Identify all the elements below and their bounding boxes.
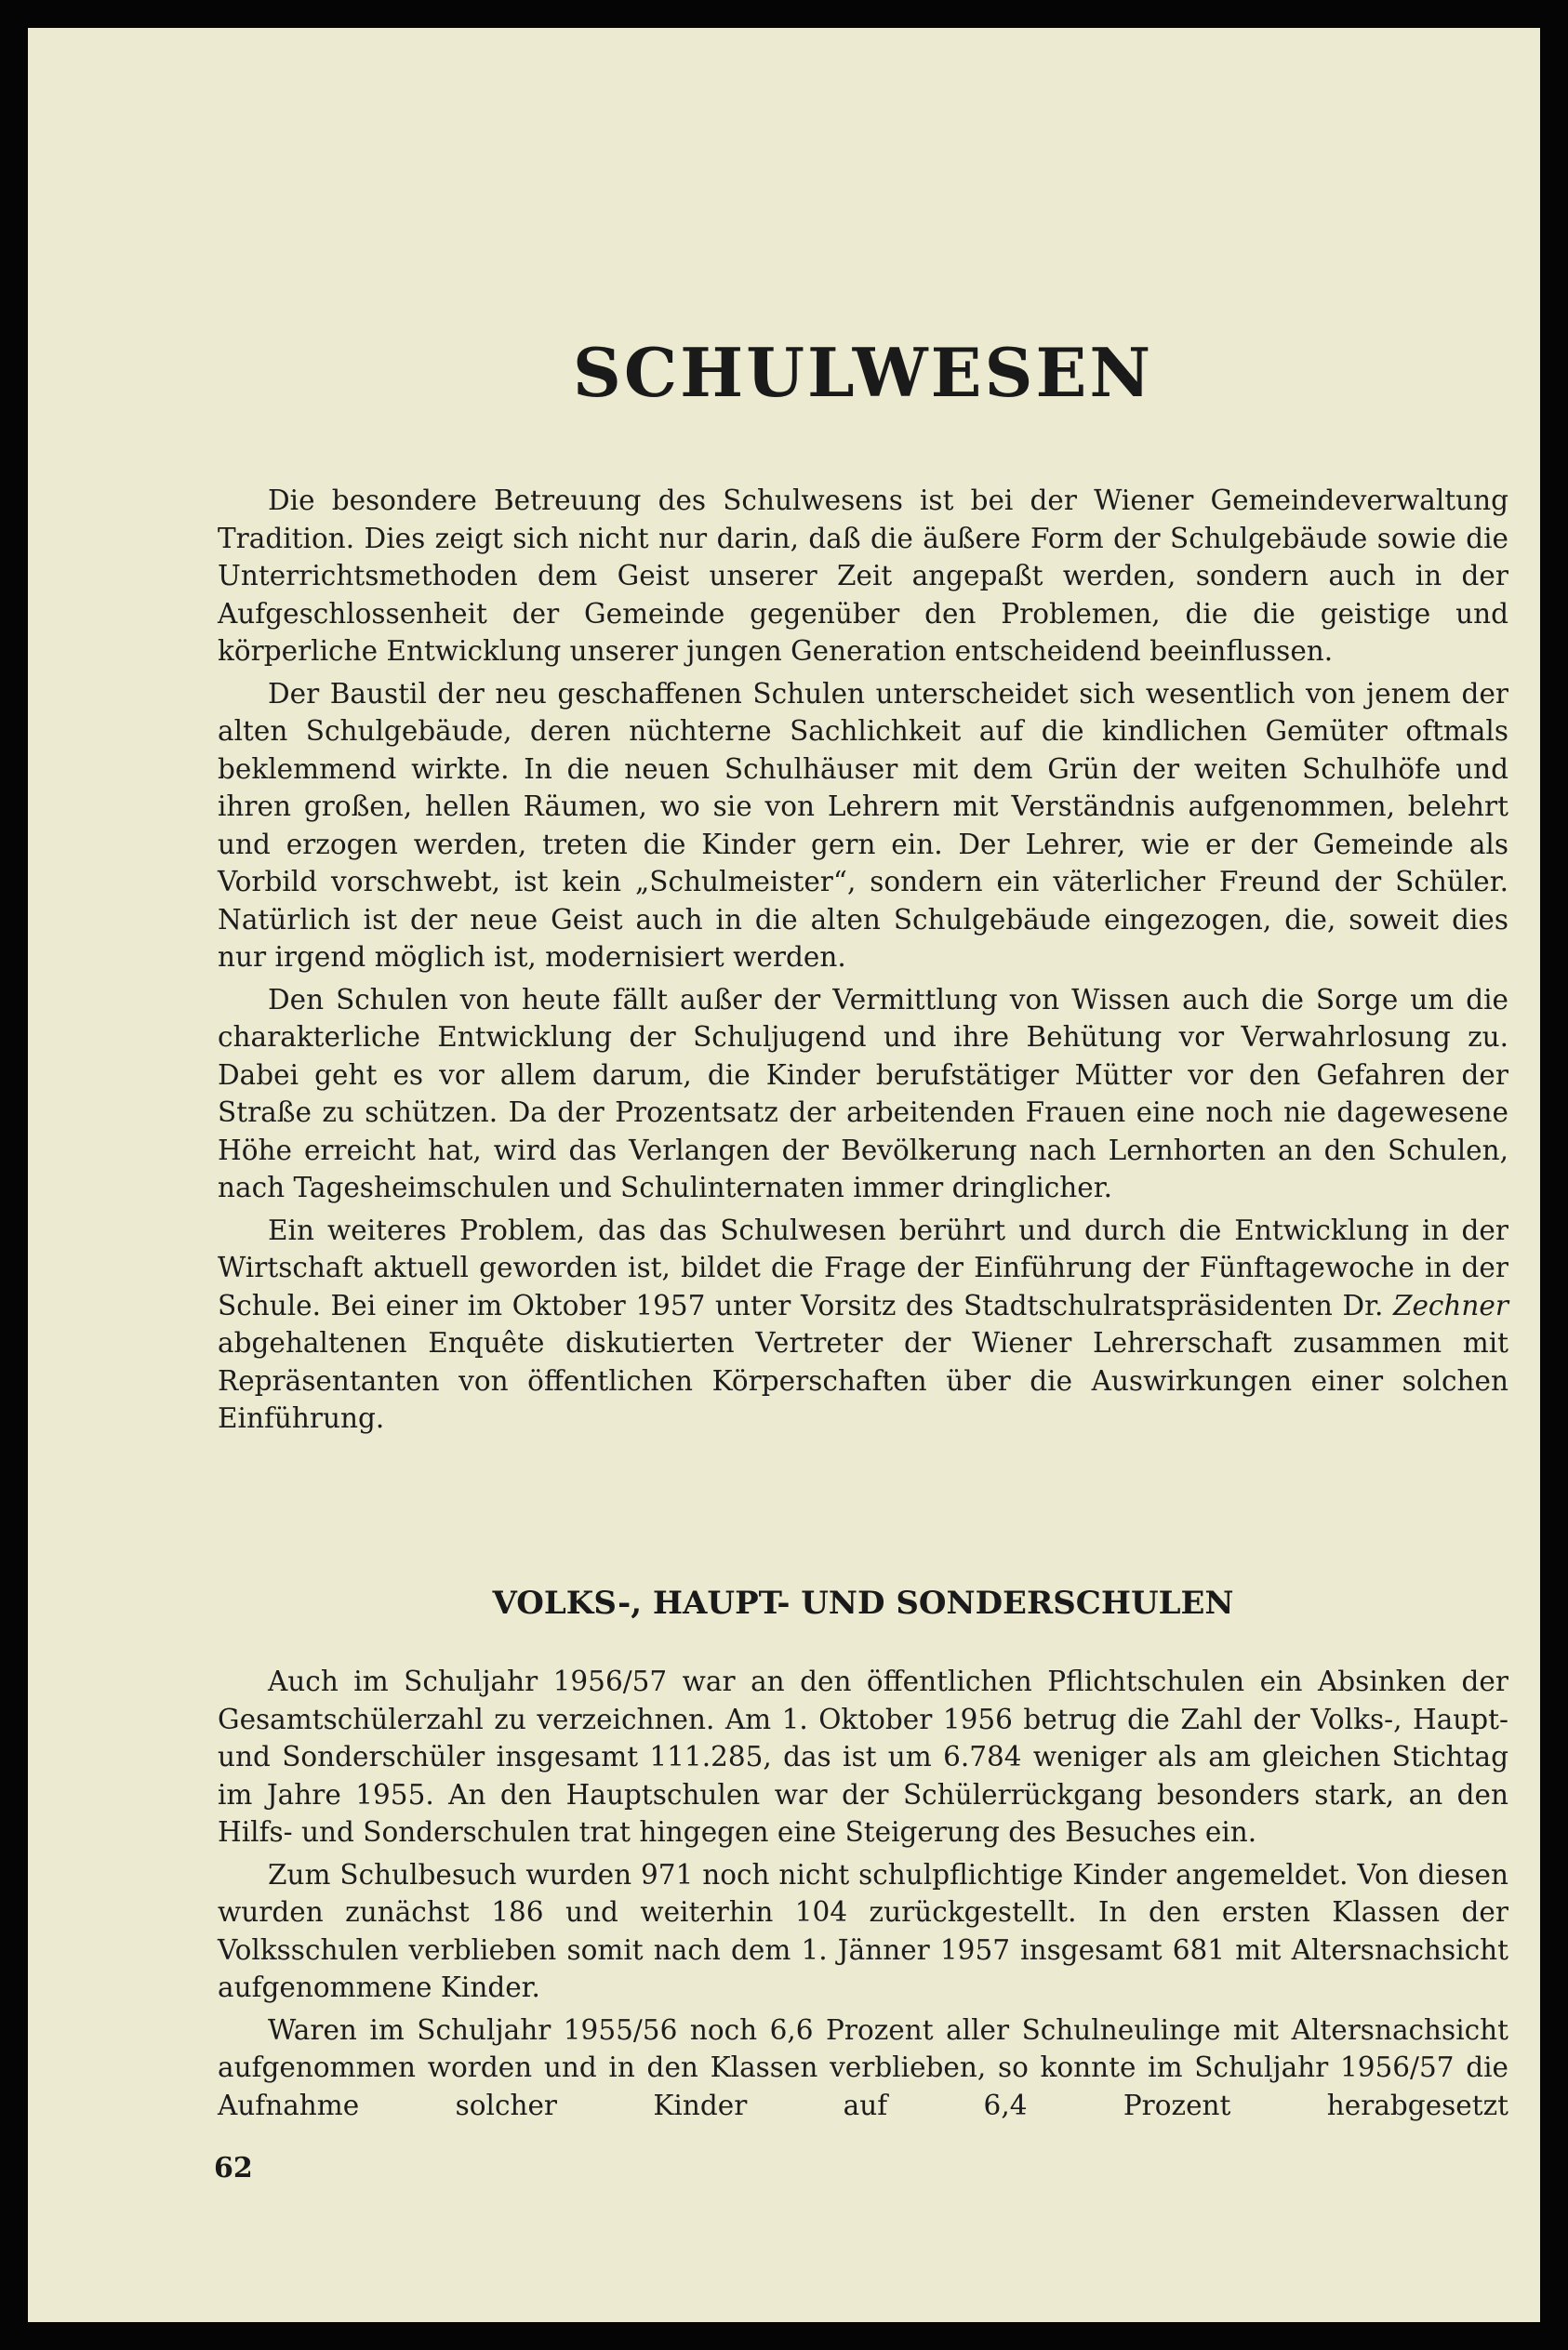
page-number: 62: [214, 2152, 253, 2184]
person-name: Zechner: [1392, 1289, 1508, 1321]
page-title: SCHULWESEN: [572, 333, 1154, 412]
paragraph: Auch im Schuljahr 1956/57 war an den öffentlichen Pflichtschulen ein Absinken der Gesamtschülerzahl zu verzeichnen. Am 1. Oktober 1956 betrug die Zahl der Volks-, Haupt- und Sonderschüler insgesamt 111.285, das ist um 6.784 weniger als am gleichen Stichtag im Jahre 1955. An den Hauptschulen war der Schülerrückgang besonders stark, an den Hilfs- und Sonderschulen trat hingegen eine Steigerung des Besuches ein.: [218, 1666, 1508, 1848]
section-heading: VOLKS-, HAUPT- UND SONDERSCHULEN: [492, 1585, 1234, 1622]
document-page: [28, 28, 1540, 2322]
paragraph: Zum Schulbesuch wurden 971 noch nicht schulpflichtige Kinder angemeldet. Von diesen wurden zunächst 186 und weiterhin 104 zurückgestellt. In den ersten Klassen der Volksschulen verblieben somit nach dem 1. Jänner 1957 insgesamt 681 mit Altersnachsicht aufgenommene Kinder.: [218, 1858, 1508, 2003]
schools-section: [218, 1663, 1508, 2129]
paragraph: Die besondere Betreuung des Schulwesens ist bei der Wiener Gemeindeverwaltung Tradition. Dies zeigt sich nicht nur darin, daß die äußere Form der Schulgebäude sowie die Unterrichtsmethoden dem Geist unserer Zeit angepaßt werden, sondern auch in der Aufgeschlossenheit der Gemeinde gegenüber den Problemen, die die geistige und körperliche Entwicklung unserer jungen Generation entscheidend beeinflussen.: [218, 485, 1508, 667]
paragraph-text: abgehaltenen Enquête diskutierten Vertreter der Wiener Lehrerschaft zusammen mit Repräsentanten von öffentlichen Körperschaften über die Auswirkungen einer solchen Einführung.: [218, 1327, 1508, 1434]
paragraph: Der Baustil der neu geschaffenen Schulen unterscheidet sich wesentlich von jenem der alten Schulgebäude, deren nüchterne Sachlichkeit auf die kindlichen Gemüter oftmals beklemmend wirkte. In die neuen Schulhäuser mit dem Grün der weiten Schulhöfe und ihren großen, hellen Räumen, wo sie von Lehrern mit Verständnis aufgenommen, belehrt und erzogen werden, treten die Kinder gern ein. Der Lehrer, wie er der Gemeinde als Vorbild vorschwebt, ist kein „Schulmeister“, sondern ein väterlicher Freund der Schüler. Natürlich ist der neue Geist auch in die alten Schulgebäude eingezogen, die, soweit dies nur irgend möglich ist, modernisiert werden.: [218, 677, 1508, 973]
paragraph: Waren im Schuljahr 1955/56 noch 6,6 Prozent aller Schulneulinge mit Altersnachsicht aufgenommen worden und in den Klassen verblieben, so konnte im Schuljahr 1956/57 die Aufnahme solcher Kinder auf 6,4 Prozent herabgesetzt: [218, 2013, 1508, 2121]
intro-section: [218, 482, 1508, 1442]
paragraph-text: Ein weiteres Problem, das das Schulwesen berührt und durch die Entwicklung in der Wirtschaft aktuell geworden ist, bildet die Frage der Einführung der Fünftagewoche in der Schule. Bei einer im Oktober 1957 unter Vorsitz des Stadtschulratspräsidenten Dr.: [218, 1214, 1508, 1321]
paragraph: Den Schulen von heute fällt außer der Vermittlung von Wissen auch die Sorge um die charakterliche Entwicklung der Schuljugend und ihre Behütung vor Verwahrlosung zu. Dabei geht es vor allem darum, die Kinder berufstätiger Mütter vor den Gefahren der Straße zu schützen. Da der Prozentsatz der arbeitenden Frauen eine noch nie dagewesene Höhe erreicht hat, wird das Verlangen der Bevölkerung nach Lernhorten an den Schulen, nach Tagesheimschulen und Schulinternaten immer dringlicher.: [218, 983, 1508, 1203]
paragraph: [218, 1212, 1508, 1438]
